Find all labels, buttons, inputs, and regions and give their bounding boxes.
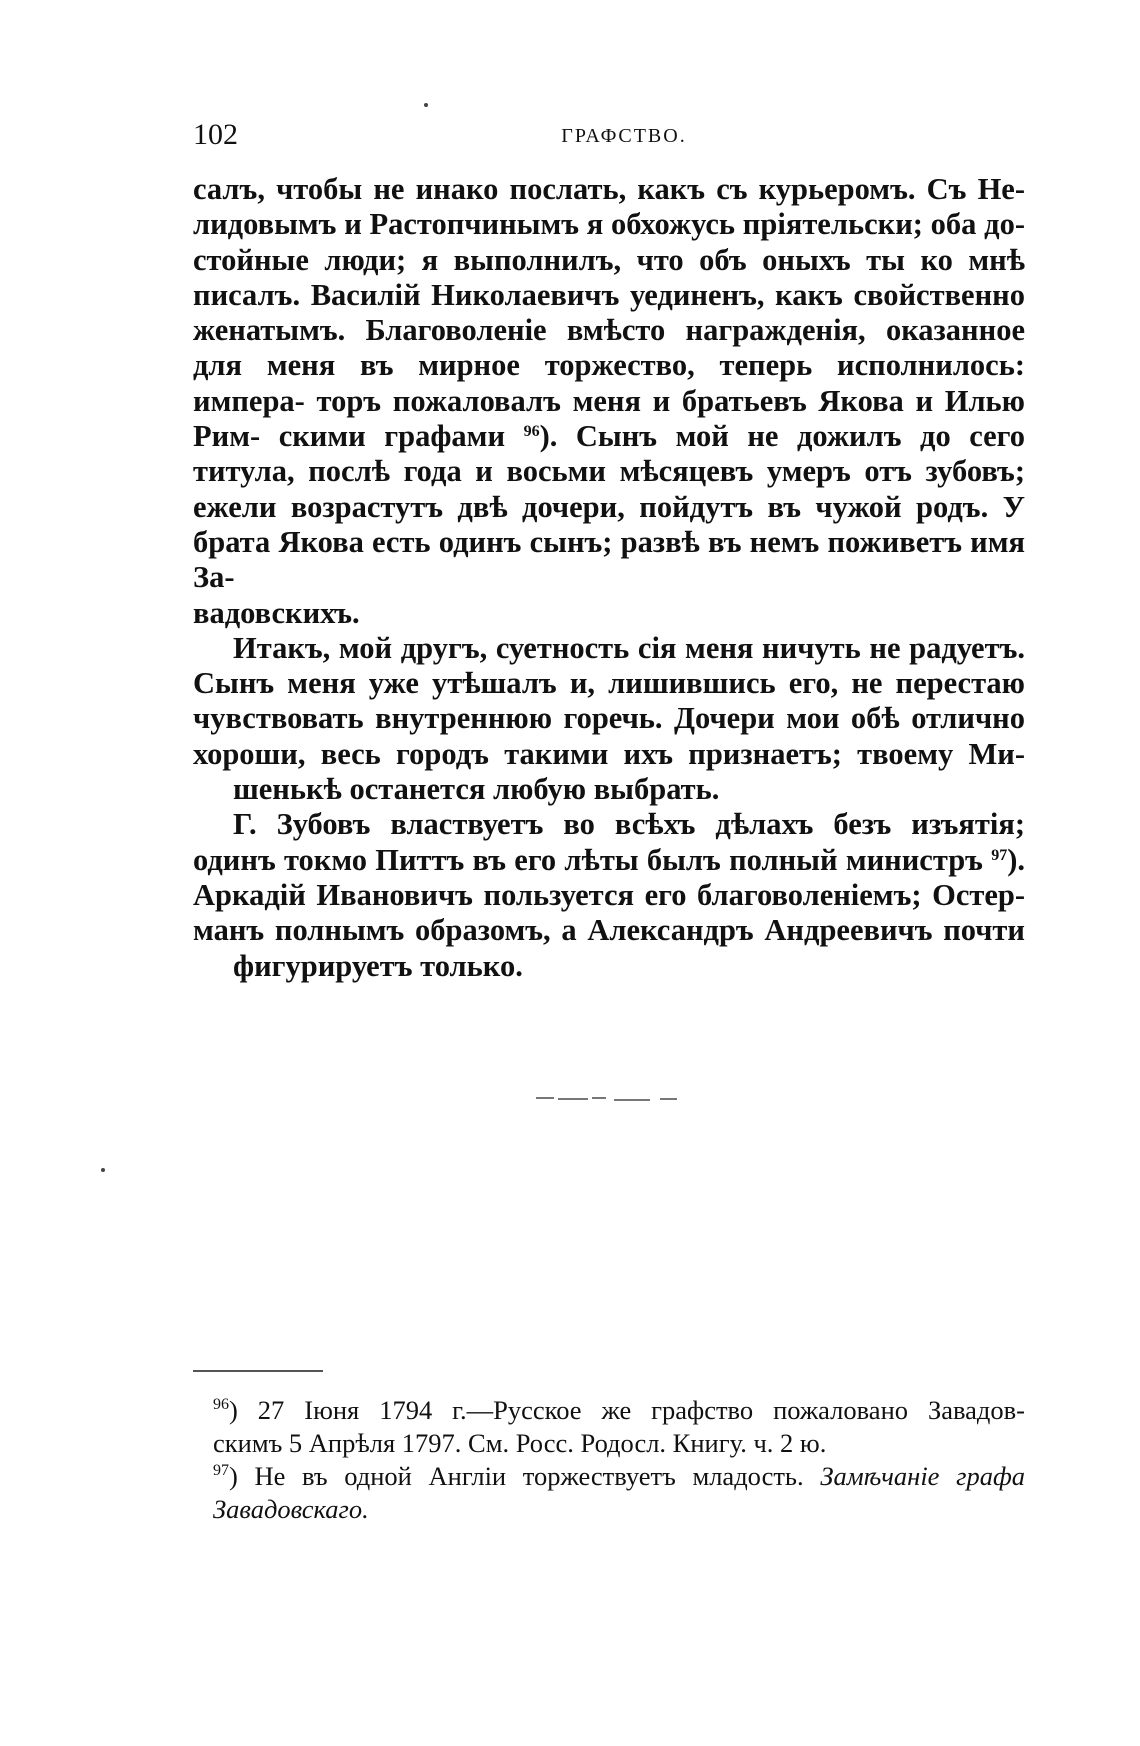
footnote-97 xyxy=(193,1460,1025,1526)
ornament-dash xyxy=(558,1098,588,1100)
p3-line-5: фигурируетъ только. xyxy=(233,948,523,983)
footnote-96 xyxy=(193,1394,1025,1460)
footnote-97-attribution-2: Завадовскаго. xyxy=(213,1494,369,1524)
p1-line-3: стойные люди; я выполнилъ, что объ оныхъ ты ко мнѣ xyxy=(193,242,1025,277)
p2-line-1: Итакъ, мой другъ, суетность сія меня ничуть не радуетъ. xyxy=(233,630,1025,665)
footnotes xyxy=(193,1394,1025,1526)
ornament-dash xyxy=(660,1098,677,1100)
footnote-96-line-2: скимъ 5 Апрѣля 1797. См. Росс. Родосл. Книгу. ч. 2 ю. xyxy=(213,1428,827,1458)
paragraph-1 xyxy=(193,172,1025,631)
p2-line-3: чувствовать внутреннюю горечь. Дочери мои обѣ отлично xyxy=(193,701,1025,736)
p1-line-9: послѣ года и восьми мѣсяцевъ умеръ отъ зубовъ; ежели xyxy=(193,454,1025,524)
page-number: 102 xyxy=(193,118,238,151)
p1-line-6: меня въ мирное торжество, теперь исполнилось: импера- xyxy=(193,348,1026,418)
p1-line-8b: ). Сынъ мой не дожилъ до сего титула, xyxy=(193,419,1026,489)
footnote-rule xyxy=(193,1370,323,1372)
p2-line-5: шенькѣ останется любую выбрать. xyxy=(233,772,720,807)
p1-line-2: лидовымъ и Растопчинымъ я обхожусь пріятельски; оба до- xyxy=(193,207,1025,242)
p1-line-10: возрастутъ двѣ дочери, пойдутъ въ чужой родъ. У брата xyxy=(193,489,1026,559)
p2-line-2: Сынъ меня уже утѣшалъ и, лишившись его, не перестаю xyxy=(193,666,1025,701)
p3-line-2b: ). xyxy=(1007,842,1025,877)
page-header xyxy=(193,118,1025,158)
p1-line-4: писалъ. Василій Николаевичъ уединенъ, какъ свойственно xyxy=(193,277,1025,312)
footnote-97-text: ) Не въ одной Англіи торжествуетъ младость. xyxy=(229,1461,804,1491)
footnote-96-marker: 96 xyxy=(213,1396,229,1413)
p1-line-8a: скими графами xyxy=(278,419,506,454)
p1-line-1: салъ, чтобы не инако послать, какъ съ курьеромъ. Съ Не- xyxy=(193,172,1025,206)
p3-line-3: Аркадій Ивановичъ пользуется его благоволеніемъ; Остер- xyxy=(193,877,1025,912)
footnote-97-marker: 97 xyxy=(213,1462,229,1479)
p1-line-5: женатымъ. Благоволеніе вмѣсто награжденія, оказанное для xyxy=(193,313,1025,383)
ornament-dash xyxy=(536,1097,554,1099)
footnote-ref-97[interactable]: 97 xyxy=(991,846,1008,864)
footnote-ref-96[interactable]: 96 xyxy=(523,423,540,441)
scan-speck xyxy=(101,1168,105,1172)
p2-line-4: хороши, весь городъ такими ихъ признаетъ; твоему Ми- xyxy=(193,736,1025,771)
ornament-dash xyxy=(614,1099,650,1101)
footnote-96-line-1: ) 27 Іюня 1794 г.—Русское же графство пожаловано Завадов- xyxy=(229,1395,1025,1425)
p1-line-7: торъ пожаловалъ меня и братьевъ Якова и Илью Рим- xyxy=(193,383,1025,454)
main-text xyxy=(193,172,1025,984)
running-title: ГРАФСТВО. xyxy=(561,125,687,147)
scan-speck xyxy=(424,103,428,107)
p3-line-2a: одинъ токмо Питтъ въ его лѣты былъ полный министръ xyxy=(193,842,983,877)
paragraph-2 xyxy=(193,631,1025,807)
ornament-dash xyxy=(592,1097,606,1099)
p3-line-4: манъ полнымъ образомъ, а Александръ Андреевичъ почти xyxy=(193,913,1025,948)
p1-line-11: Якова есть одинъ сынъ; развѣ въ немъ поживетъ имя За- xyxy=(193,524,1025,595)
paragraph-3 xyxy=(193,807,1025,983)
section-ornament xyxy=(536,1097,677,1103)
footnote-97-attribution-1: Замѣчаніе графа xyxy=(820,1461,1026,1491)
p1-line-12: вадовскихъ. xyxy=(193,595,360,630)
p3-line-1: Г. Зубовъ властвуетъ во всѣхъ дѣлахъ безъ изъятія; xyxy=(233,807,1025,842)
